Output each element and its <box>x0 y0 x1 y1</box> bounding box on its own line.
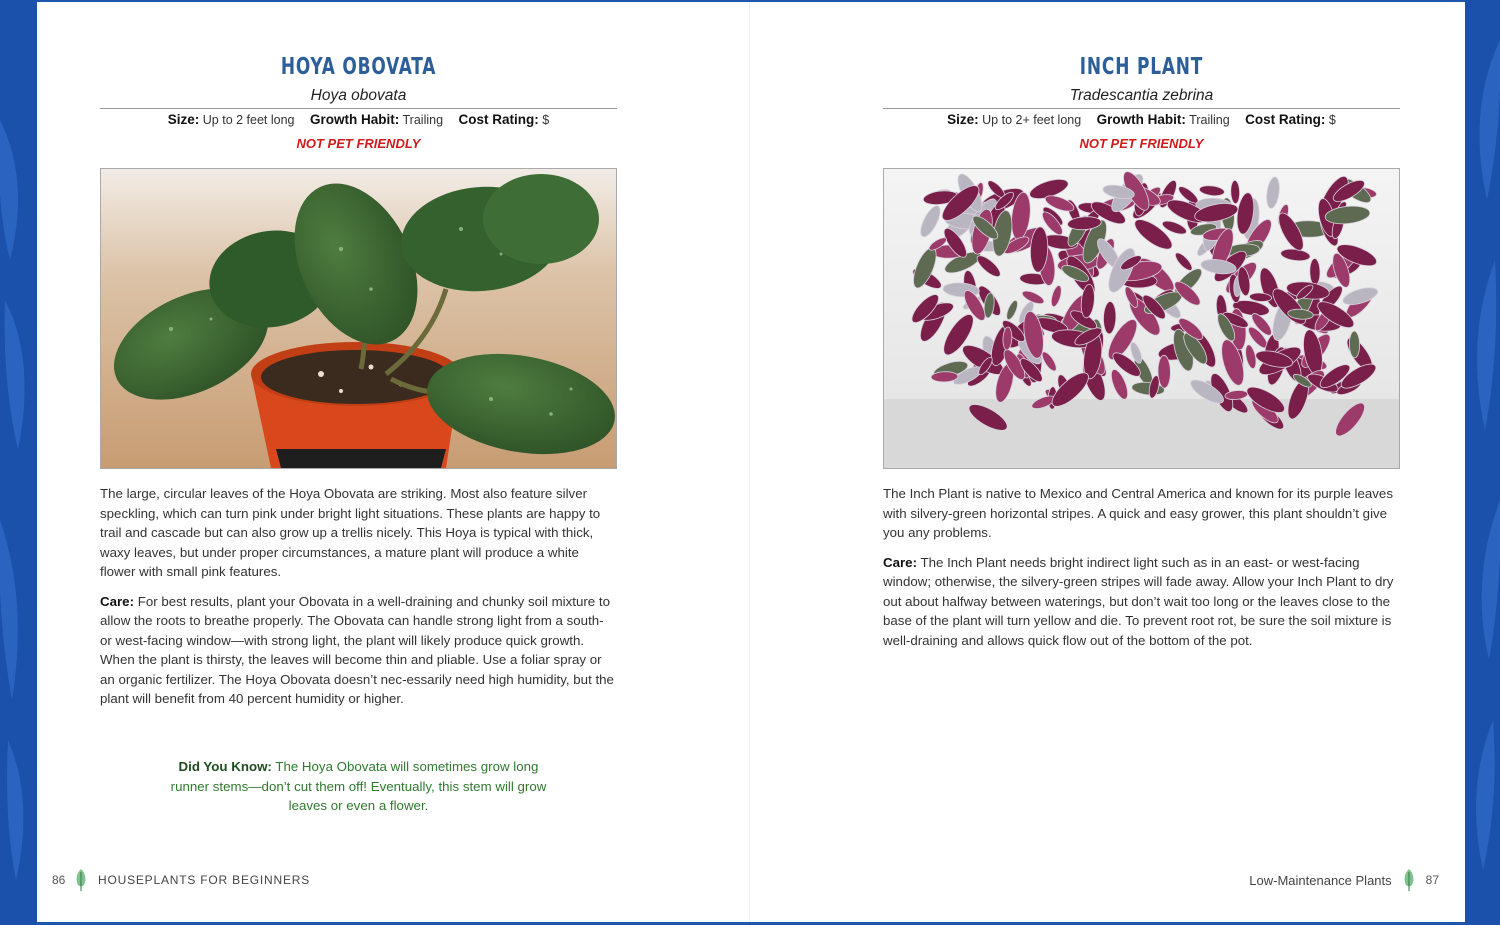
did-you-know-callout <box>160 757 557 816</box>
plant-title: HOYA OBOVATA <box>280 54 437 80</box>
hoya-obovata-photo <box>100 168 617 469</box>
growth-habit-label: Growth Habit: <box>310 112 400 127</box>
left-page <box>37 2 750 922</box>
care-paragraph <box>883 553 1400 651</box>
left-border-band <box>0 0 37 925</box>
leaf-pattern-decoration <box>0 0 37 925</box>
size-label: Size: <box>947 112 979 127</box>
size-label: Size: <box>167 112 200 127</box>
care-text: The Inch Plant needs bright indirect light such as in an east- or west-facing window; otherwise, the silvery-green stripes will fade away. Allow your Inch Plant to dry out about halfway between waterings, but don’t wait too long or the leaves close to the base of the plant will turn yellow and die. To prevent root rot, be sure the soil mixture is well-draining and allows quick flow out of the bottom of the pot. <box>883 554 1394 648</box>
cost-rating-label: Cost Rating: <box>458 112 539 127</box>
right-border-band <box>1465 0 1500 925</box>
pet-warning: NOT PET FRIENDLY <box>296 136 421 151</box>
growth-habit-value: Trailing <box>402 113 444 127</box>
care-label: Care: <box>883 554 917 570</box>
cost-rating-value: $ <box>1328 113 1336 127</box>
running-head: HOUSEPLANTS FOR BEGINNERS <box>98 873 311 887</box>
plant-description <box>883 484 1400 660</box>
size-value: Up to 2 feet long <box>202 113 295 127</box>
cost-rating-label: Cost Rating: <box>1245 112 1326 127</box>
care-paragraph <box>100 592 617 709</box>
cost-rating-value: $ <box>542 113 550 127</box>
leaf-pattern-decoration <box>1465 0 1500 925</box>
inch-plant-photo <box>883 168 1400 469</box>
plant-specs <box>100 112 617 127</box>
description-paragraph: The large, circular leaves of the Hoya Obovata are striking. Most also feature silver speckling, which can turn pink under bright light situations. These plants are happy to trail and cascade but can also grow up a trellis nicely. This Hoya is typical with thick, waxy leaves, but under proper circumstances, a mature plant will produce a white flower with small pink features. <box>100 486 601 579</box>
growth-habit-label: Growth Habit: <box>1096 112 1186 127</box>
size-value: Up to 2+ feet long <box>982 113 1082 127</box>
did-you-know-text: The Hoya Obovata will sometimes grow long runner stems—don’t cut them off! Eventually, this stem will grow leaves or even a flower. <box>170 759 547 813</box>
page-footer-right <box>1249 868 1439 892</box>
care-text: For best results, plant your Obovata in a well-draining and chunky soil mixture to allow the roots to breathe properly. The Obovata can handle strong light from a south- or west-facing window—with strong light, the plant will likely produce quick growth. When the plant is thirsty, the leaves will become thin and pliable. Use a foliar spray or an organic fertilizer. The Hoya Obovata doesn’t nec-essarily need high humidity, but the plant will benefit from 40 percent humidity or higher. <box>100 593 614 706</box>
page-number: 87 <box>1425 873 1439 887</box>
page-footer-left <box>52 868 310 892</box>
title-divider <box>100 108 617 109</box>
title-divider <box>883 108 1400 109</box>
leaf-icon <box>1402 868 1416 892</box>
scientific-name: Hoya obovata <box>310 87 407 104</box>
plant-specs <box>883 112 1400 127</box>
scientific-name: Tradescantia zebrina <box>1069 87 1214 104</box>
plant-description <box>100 484 617 719</box>
care-label: Care: <box>100 593 134 609</box>
did-you-know-label: Did You Know: <box>178 759 272 774</box>
plant-title: INCH PLANT <box>1079 54 1204 80</box>
description-paragraph: The Inch Plant is native to Mexico and Central America and known for its purple leaves with silvery-green horizontal stripes. A quick and easy grower, this plant shouldn’t give you any problems. <box>883 486 1393 540</box>
leaf-icon <box>74 868 88 892</box>
right-page <box>750 2 1465 922</box>
running-head: Low-Maintenance Plants <box>1249 872 1392 888</box>
growth-habit-value: Trailing <box>1189 113 1230 127</box>
pet-warning: NOT PET FRIENDLY <box>1079 136 1204 151</box>
page-number: 86 <box>52 873 66 887</box>
